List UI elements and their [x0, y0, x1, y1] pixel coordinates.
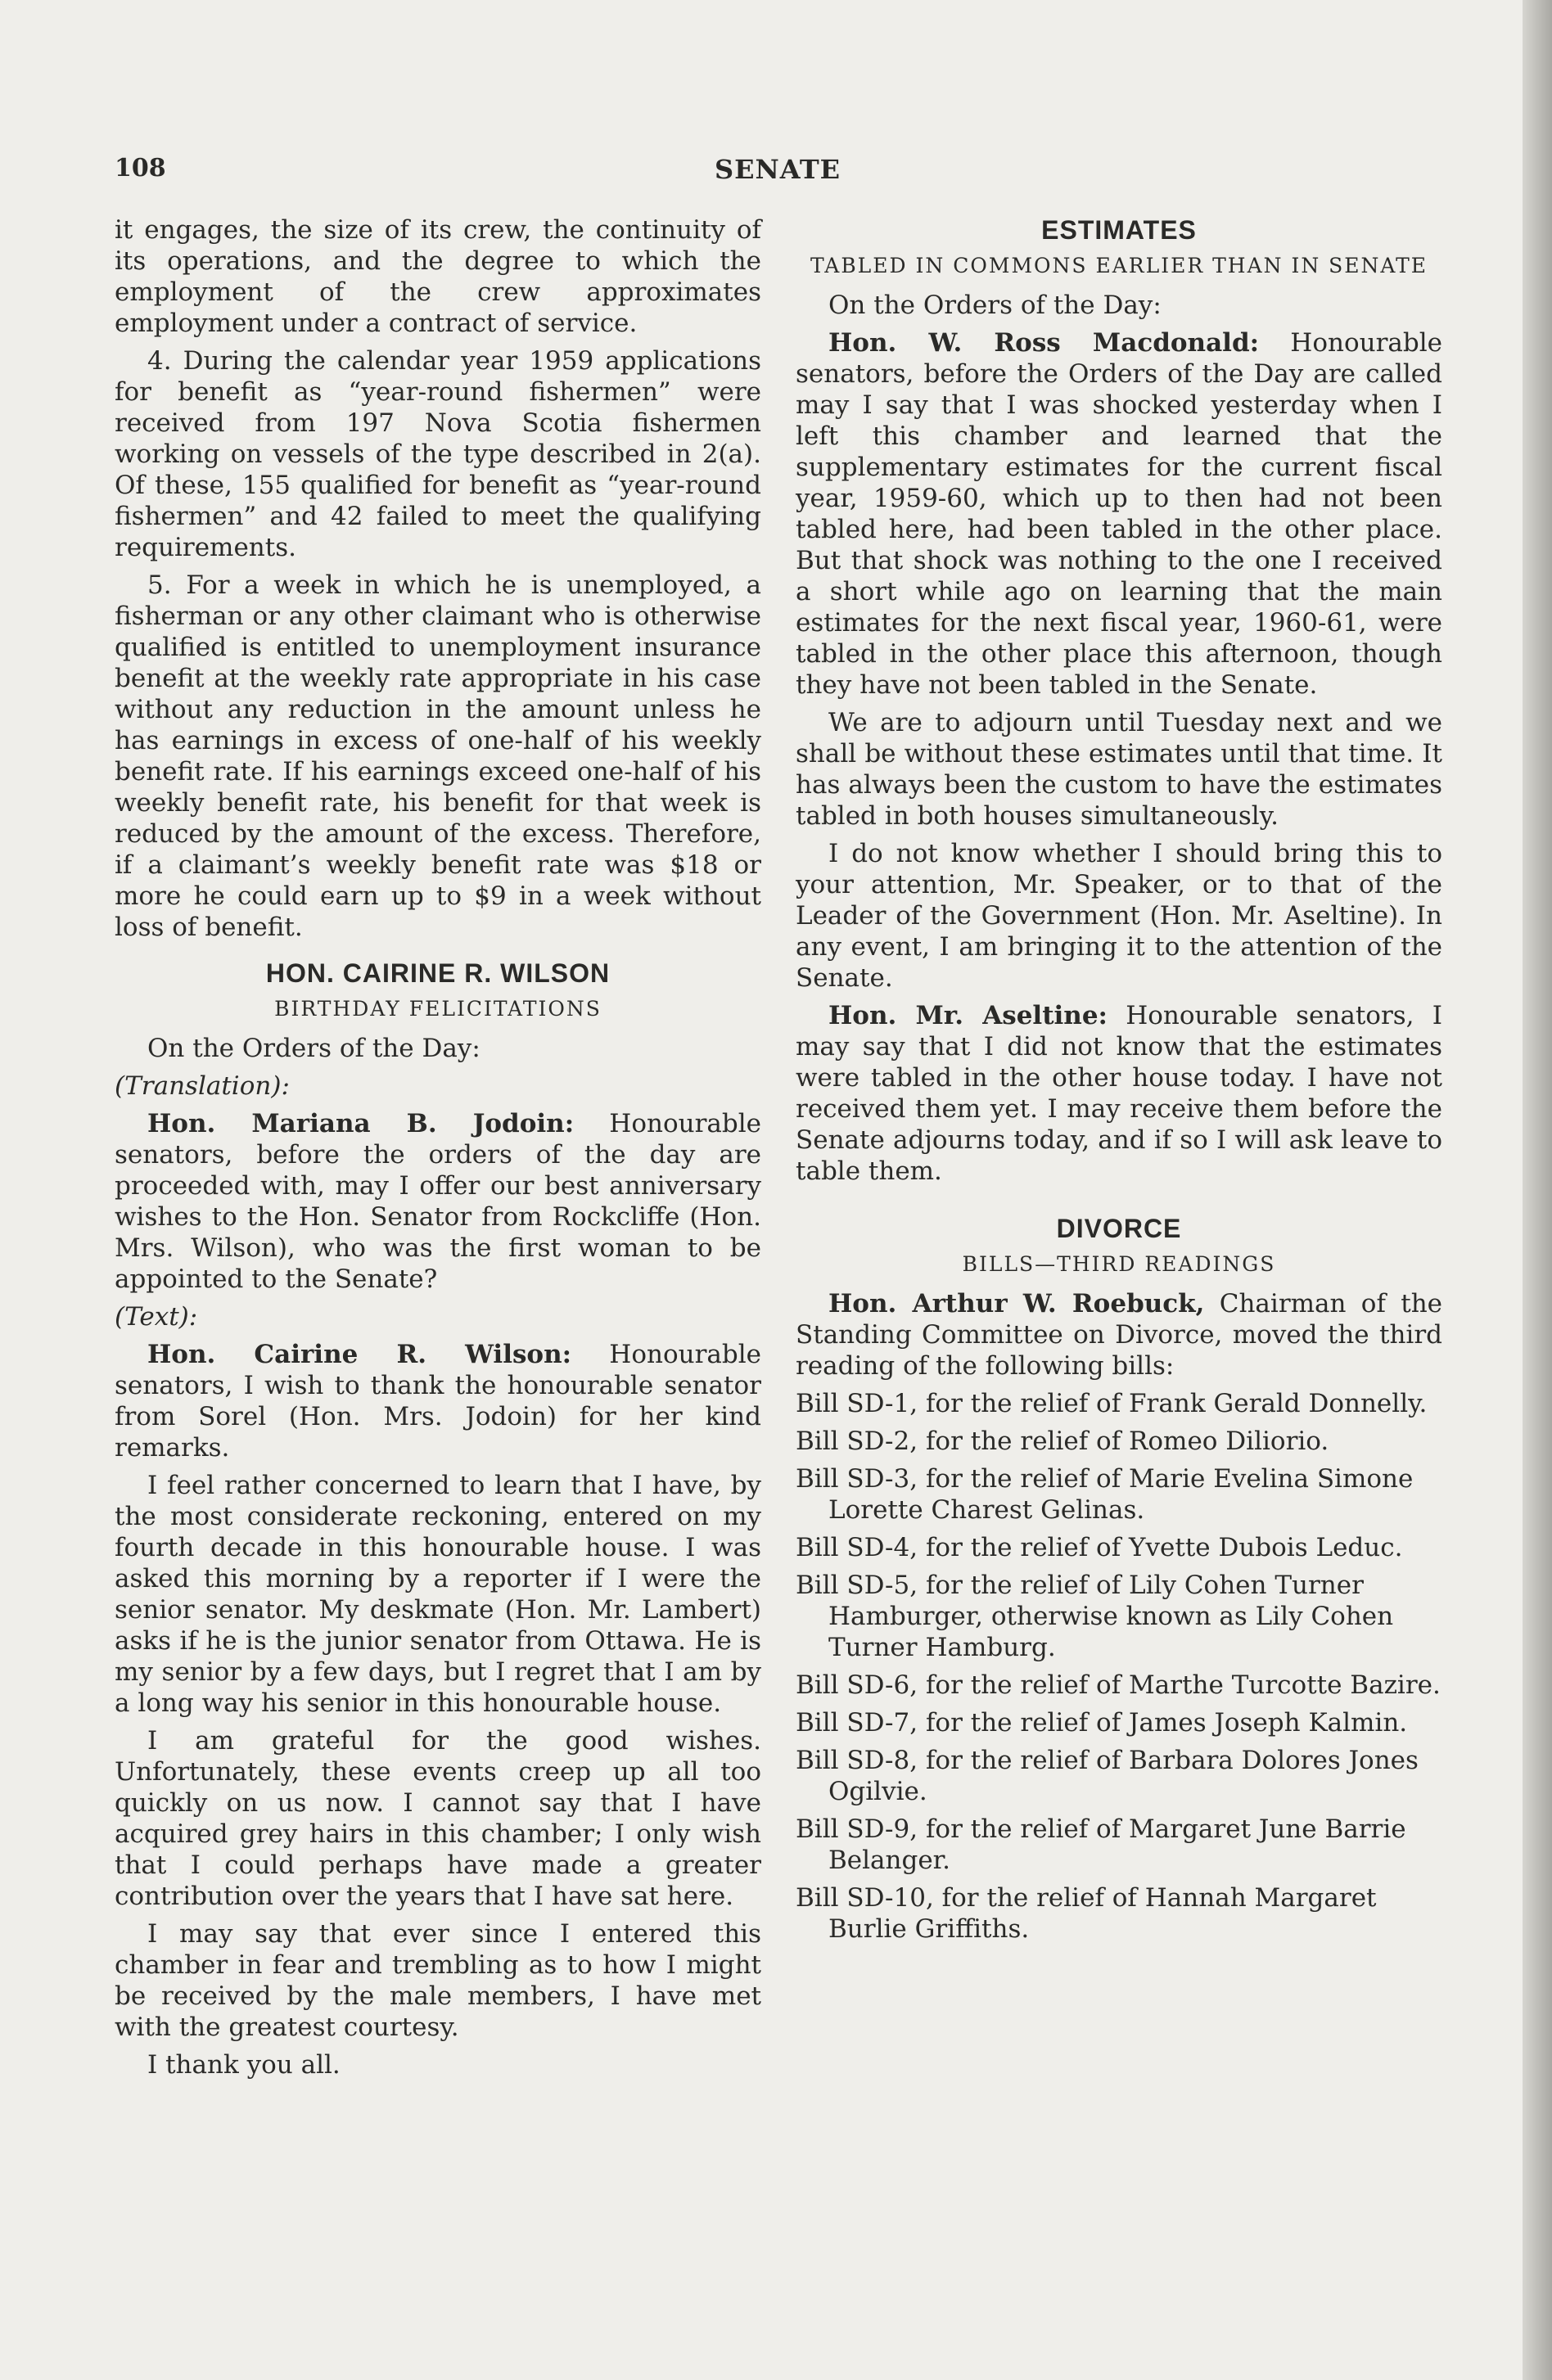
speech-text: Honourable senators, before the orders of the day are proceeded with, may I offer our best anniversary wishes to the Hon. Senator from Rockcliffe (Hon. Mrs. Wilson), who was the first woman to be appointed to the Senate? [115, 1109, 761, 1294]
speech-wilson [115, 1339, 761, 1463]
right-column [796, 214, 1442, 1951]
page-number: 108 [115, 154, 166, 183]
orders-line: On the Orders of the Day: [147, 1034, 480, 1063]
speech-text: Honourable senators, I wish to thank the honourable senator from Sorel (Hon. Mrs. Jodoin) for her kind remarks. [115, 1340, 761, 1463]
bill-item: Bill SD-8, for the relief of Barbara Dolores Jones Ogilvie. [796, 1746, 1419, 1806]
section-heading: ESTIMATES [1041, 215, 1197, 245]
speech-jodoin [115, 1108, 761, 1295]
speech-text: Honourable senators, I may say that I did not know that the estimates were tabled in the other house today. I have not received them yet. I may receive them before the Senate adjourns today, and if so I will ask leave to table them. [796, 1001, 1442, 1186]
speech-roebuck [796, 1288, 1442, 1382]
bill-item: Bill SD-6, for the relief of Marthe Turcotte Bazire. [796, 1670, 1441, 1700]
section-subheading: BIRTHDAY FELICITATIONS [274, 997, 602, 1021]
paragraph: 4. During the calendar year 1959 applications for benefit as “year-round fishermen” were received from 197 Nova Scotia fishermen working on vessels of the type described in 2(a). Of these, 155 qualified for benefit as “year-round fishermen” and 42 failed to meet the qualifying requirements. [115, 346, 761, 562]
paragraph: We are to adjourn until Tuesday next and we shall be without these estimates until that time. It has always been the custom to have the estimates tabled in both houses simultaneously. [796, 708, 1442, 831]
paragraph: I thank you all. [147, 2050, 341, 2080]
text-label: (Text): [115, 1302, 198, 1332]
paragraph: I do not know whether I should bring this to your attention, Mr. Speaker, or to that of the Leader of the Government (Hon. Mr. Aseltine). In any event, I am bringing it to the attention of the Senate. [796, 839, 1442, 993]
paragraph: I may say that ever since I entered this chamber in fear and trembling as to how I might be received by the male members, I have met with the greatest courtesy. [115, 1919, 761, 2042]
speech-aseltine [796, 1000, 1442, 1187]
speaker-name: Hon. Mariana B. Jodoin: [147, 1109, 575, 1138]
speaker-name: Hon. W. Ross Macdonald: [828, 328, 1260, 358]
bill-item: Bill SD-9, for the relief of Margaret June Barrie Belanger. [796, 1814, 1406, 1875]
paragraph: I am grateful for the good wishes. Unfortunately, these events creep up all too quickly on us now. I cannot say that I have acquired grey hairs in this chamber; I only wish that I could perhaps have made a greater contribution over the years that I have sat here. [115, 1726, 761, 1911]
left-column [115, 214, 761, 2087]
bill-item: Bill SD-4, for the relief of Yvette Dubois Leduc. [796, 1533, 1403, 1562]
section-subheading: TABLED IN COMMONS EARLIER THAN IN SENATE [810, 254, 1428, 277]
section-heading: DIVORCE [1056, 1214, 1182, 1243]
bill-item: Bill SD-5, for the relief of Lily Cohen Turner Hamburger, otherwise known as Lily Cohen Turner Hamburg. [796, 1571, 1394, 1662]
bill-item: Bill SD-2, for the relief of Romeo Diliorio. [796, 1427, 1329, 1456]
speech-text: Chairman of the Standing Committee on Divorce, moved the third reading of the following bills: [796, 1289, 1443, 1381]
section-subheading: BILLS—THIRD READINGS [962, 1252, 1276, 1276]
speaker-name: Hon. Mr. Aseltine: [828, 1001, 1108, 1030]
speech-macdonald [796, 327, 1442, 701]
bill-item: Bill SD-10, for the relief of Hannah Margaret Burlie Griffiths. [796, 1883, 1377, 1944]
page-header [115, 154, 1441, 190]
translation-label: (Translation): [115, 1071, 290, 1101]
speaker-name: Hon. Arthur W. Roebuck, [828, 1289, 1205, 1318]
running-head: SENATE [714, 154, 841, 185]
paragraph: I feel rather concerned to learn that I have, by the most considerate reckoning, entered on my fourth decade in this honourable house. I was asked this morning by a reporter if I were the senior senator. My deskmate (Hon. Mr. Lambert) asks if he is the junior senator from Ottawa. He is my senior by a few days, but I regret that I am by a long way his senior in this honourable house. [115, 1471, 761, 1718]
speaker-name: Hon. Cairine R. Wilson: [147, 1340, 572, 1369]
bill-item: Bill SD-7, for the relief of James Joseph Kalmin. [796, 1708, 1408, 1738]
speech-text: Honourable senators, before the Orders of the Day are called may I say that I was shocked yesterday when I left this chamber and learned that the supplementary estimates for the current fiscal year, 1959-60, which up to then had not been tabled here, had been tabled in the other place. But that shock was nothing to the one I received a short while ago on learning that the main estimates for the next fiscal year, 1960-61, were tabled in the other place this afternoon, though they have not been tabled in the Senate. [796, 328, 1442, 700]
orders-line: On the Orders of the Day: [828, 291, 1162, 320]
paragraph: it engages, the size of its crew, the continuity of its operations, and the degree to which the employment of the crew approximates employment under a contract of service. [115, 215, 761, 338]
paragraph: 5. For a week in which he is unemployed, a fisherman or any other claimant who is otherwise qualified is entitled to unemployment insurance benefit at the weekly rate appropriate in his case without any reduction in the amount unless he has earnings in excess of one-half of his weekly benefit rate. If his earnings exceed one-half of his weekly benefit rate, his benefit for that week is reduced by the amount of the excess. Therefore, if a claimant’s weekly benefit rate was $18 or more he could earn up to $9 in a week without loss of benefit. [115, 570, 761, 942]
bill-item: Bill SD-3, for the relief of Marie Evelina Simone Lorette Charest Gelinas. [796, 1464, 1414, 1525]
page-edge-shadow [1523, 0, 1552, 2380]
section-heading: HON. CAIRINE R. WILSON [265, 958, 611, 988]
bill-item: Bill SD-1, for the relief of Frank Gerald Donnelly. [796, 1389, 1428, 1418]
